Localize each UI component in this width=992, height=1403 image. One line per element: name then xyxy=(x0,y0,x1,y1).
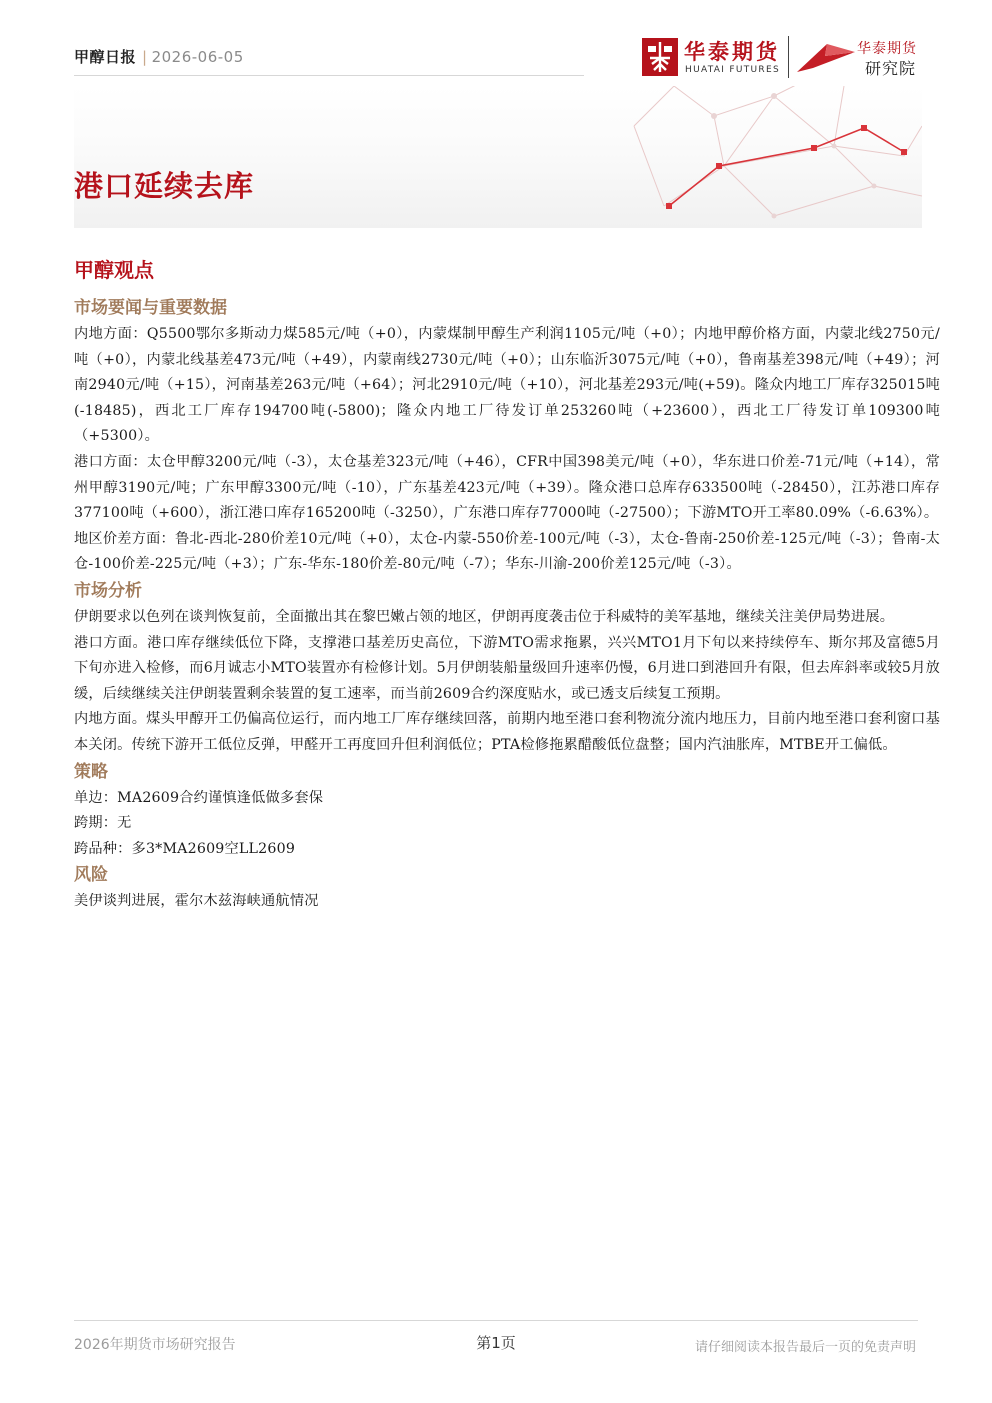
section-heading-risk: 风险 xyxy=(74,865,108,886)
section-heading-strategy: 策略 xyxy=(74,761,108,782)
research-institute-logo-icon xyxy=(795,38,859,76)
strategy-single-side: 单边：MA2609合约谨慎逢低做多套保 xyxy=(74,789,324,806)
strategy-cross-product: 跨品种：多3*MA2609空LL2609 xyxy=(74,840,296,857)
paragraph-port-analysis: 港口方面。港口库存继续低位下降，支撑港口基差历史高位，下游MTO需求拖累，兴兴MTO1月下旬以来持续停车、斯尔邦及富德5月下旬亦进入检修，而6月诚志小MTO装置亦有检修计划。5月伊朗装船量级回升速率仍慢，6月进口到港回升有限，但去库斜率或较5月放缓，后续继续关注伊朗装置剩余装置的复工速率，而当前2609合约深度贴水，或已透支后续复工预期。 xyxy=(74,634,940,702)
network-graphic xyxy=(74,86,922,228)
paragraph-port-data: 港口方面：太仓甲醇3200元/吨（-3），太仓基差323元/吨（+46），CFR中国398美元/吨（+0），华东进口价差-71元/吨（+14），常州甲醇3190元/吨；广东甲醇3300元/吨（-10），广东基差423元/吨（+39）。隆众港口总库存633500吨（-28450），江苏港口库存377100吨（+600），浙江港口库存165200吨（-3250），广东港口库存77000吨（-27500）；下游MTO开工率80.09%（-6.63%）。 xyxy=(74,453,940,522)
company-name-cn: 华泰期货 xyxy=(684,40,780,64)
header-separator: | xyxy=(142,48,148,66)
report-date: 2026-06-05 xyxy=(151,48,244,66)
title-banner xyxy=(74,86,922,228)
paragraph-inland-analysis: 内地方面。煤头甲醇开工仍偏高位运行，而内地工厂库存继续回落，前期内地至港口套利物流分流内地压力，目前内地至港口套利窗口基本关闭。传统下游开工低位反弹，甲醛开工再度回升但利润低位；PTA检修拖累醋酸低位盘整；国内汽油胀库，MTBE开工偏低。 xyxy=(74,711,940,753)
paragraph-geopolitics: 伊朗要求以色列在谈判恢复前，全面撤出其在黎巴嫩占领的地区，伊朗再度袭击位于科威特的美军基地，继续关注美伊局势进展。 xyxy=(74,608,895,625)
strategy-calendar-spread: 跨期：无 xyxy=(74,815,132,832)
research-name-line2: 研究院 xyxy=(865,59,917,78)
paragraph-regional-spreads: 地区价差方面：鲁北-西北-280价差10元/吨（+0），太仓-内蒙-550价差-100元/吨（-3），太仓-鲁南-250价差-125元/吨（-3）；鲁南-太仓-100价差-225元/吨（+3）；广东-华东-180价差-80元/吨（-7）；华东-川渝-200价差125元/吨（-3）。 xyxy=(74,530,940,573)
huatai-logo-icon xyxy=(642,38,678,76)
section-heading-market-news: 市场要闻与重要数据 xyxy=(74,298,227,318)
risk-line: 美伊谈判进展，霍尔木兹海峡通航情况 xyxy=(74,893,319,910)
footer-disclaimer-note: 请仔细阅读本报告最后一页的免责声明 xyxy=(694,1340,916,1355)
page-number: 第1页 xyxy=(476,1334,516,1352)
section-heading-methanol-view: 甲醇观点 xyxy=(74,258,154,282)
footer-divider xyxy=(74,1320,918,1321)
header-divider xyxy=(74,75,584,76)
footer-report-name: 2026年期货市场研究报告 xyxy=(74,1337,236,1353)
report-content xyxy=(74,255,940,915)
doc-type: 甲醇日报 xyxy=(74,48,137,66)
research-name-line1: 华泰期货 xyxy=(857,41,917,57)
logo-divider xyxy=(788,36,789,78)
company-logo xyxy=(642,36,932,82)
report-header xyxy=(74,46,244,67)
company-name-en: HUATAI FUTURES xyxy=(685,65,780,75)
section-heading-market-analysis: 市场分析 xyxy=(74,580,142,601)
page-title: 港口延续去库 xyxy=(74,169,255,203)
paragraph-inland-data: 内地方面：Q5500鄂尔多斯动力煤585元/吨（+0），内蒙煤制甲醇生产利润1105元/吨（+0）；内地甲醇价格方面，内蒙北线2750元/吨（+0），内蒙北线基差473元/吨（+49），内蒙南线2730元/吨（+0）；山东临沂3075元/吨（+0），鲁南基差398元/吨（+49）；河南2940元/吨（+15），河南基差263元/吨（+64）；河北2910元/吨（+10），河北基差293元/吨(+59)。隆众内地工厂库存325015吨(-18485)，西北工厂库存194700吨(-5800)；隆众内地工厂待发订单253260吨（+23600），西北工厂待发订单109300吨（+5300）。 xyxy=(74,326,940,445)
